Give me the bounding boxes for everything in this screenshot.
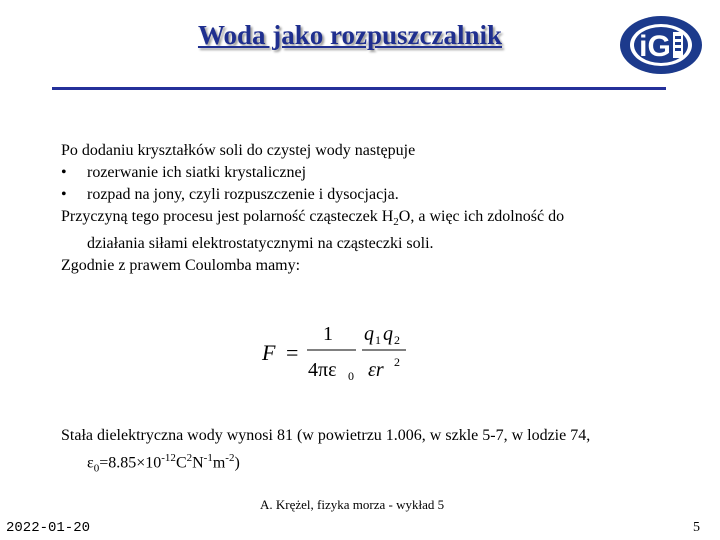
- cause-text-continued: działania siłami elektrostatycznymi na cząsteczki soli.: [87, 235, 434, 253]
- university-logo: [618, 14, 704, 76]
- list-item: [61, 184, 681, 206]
- logo-text: iG: [639, 30, 671, 63]
- formula-numerator-1: 1: [323, 323, 333, 345]
- formula-denominator-1-sub: 0: [348, 369, 354, 383]
- intro-text: Po dodaniu kryształków soli do czystej wody następuje: [61, 142, 416, 159]
- formula-q2: q: [383, 323, 393, 345]
- constant-line-1: Stała dielektryczna wody wynosi 81 (w powietrzu 1.006, w szkle 5-7, w lodzie 74,: [61, 427, 591, 444]
- formula-q1-sub: 1: [375, 333, 381, 347]
- list-item: [61, 162, 681, 184]
- cause-text: Przyczyną tego procesu jest polarność cząsteczek $H_2O$, a więc ich zdolność do: [61, 208, 565, 229]
- constant-line-2: $\varepsilon_0=8.85\times 10^{-12}C^2N^{-1}m^{-2}$): [87, 452, 240, 475]
- slide-title: Woda jako rozpuszczalnik: [197, 20, 503, 50]
- footer-date: 2022-01-20: [6, 520, 91, 536]
- formula-denominator-2: εr: [368, 359, 384, 381]
- formula-denominator-2-sup: 2: [394, 355, 400, 369]
- bullet-marker: •: [61, 164, 67, 181]
- bullet-marker: •: [61, 186, 67, 203]
- dielectric-constant-text: [61, 425, 701, 480]
- footer-credit: A. Krężel, fizyka morza - wykład 5: [260, 497, 445, 512]
- bullet-text: rozpad na jony, czyli rozpuszczenie i dysocjacja.: [87, 186, 399, 203]
- formula-q1: q: [364, 323, 374, 345]
- coulomb-formula: [260, 318, 430, 388]
- slide-body: [61, 140, 681, 277]
- formula-lhs: F: [262, 340, 276, 365]
- formula-equals: =: [286, 340, 299, 365]
- formula-q2-sub: 2: [394, 333, 400, 347]
- formula-denominator-1: 4πε: [308, 359, 337, 381]
- coulomb-text: Zgodnie z prawem Coulomba mamy:: [61, 257, 301, 275]
- bullet-text: rozerwanie ich siatki krystalicznej: [87, 164, 307, 181]
- page-number: 5: [693, 520, 700, 535]
- title-divider: [52, 87, 666, 90]
